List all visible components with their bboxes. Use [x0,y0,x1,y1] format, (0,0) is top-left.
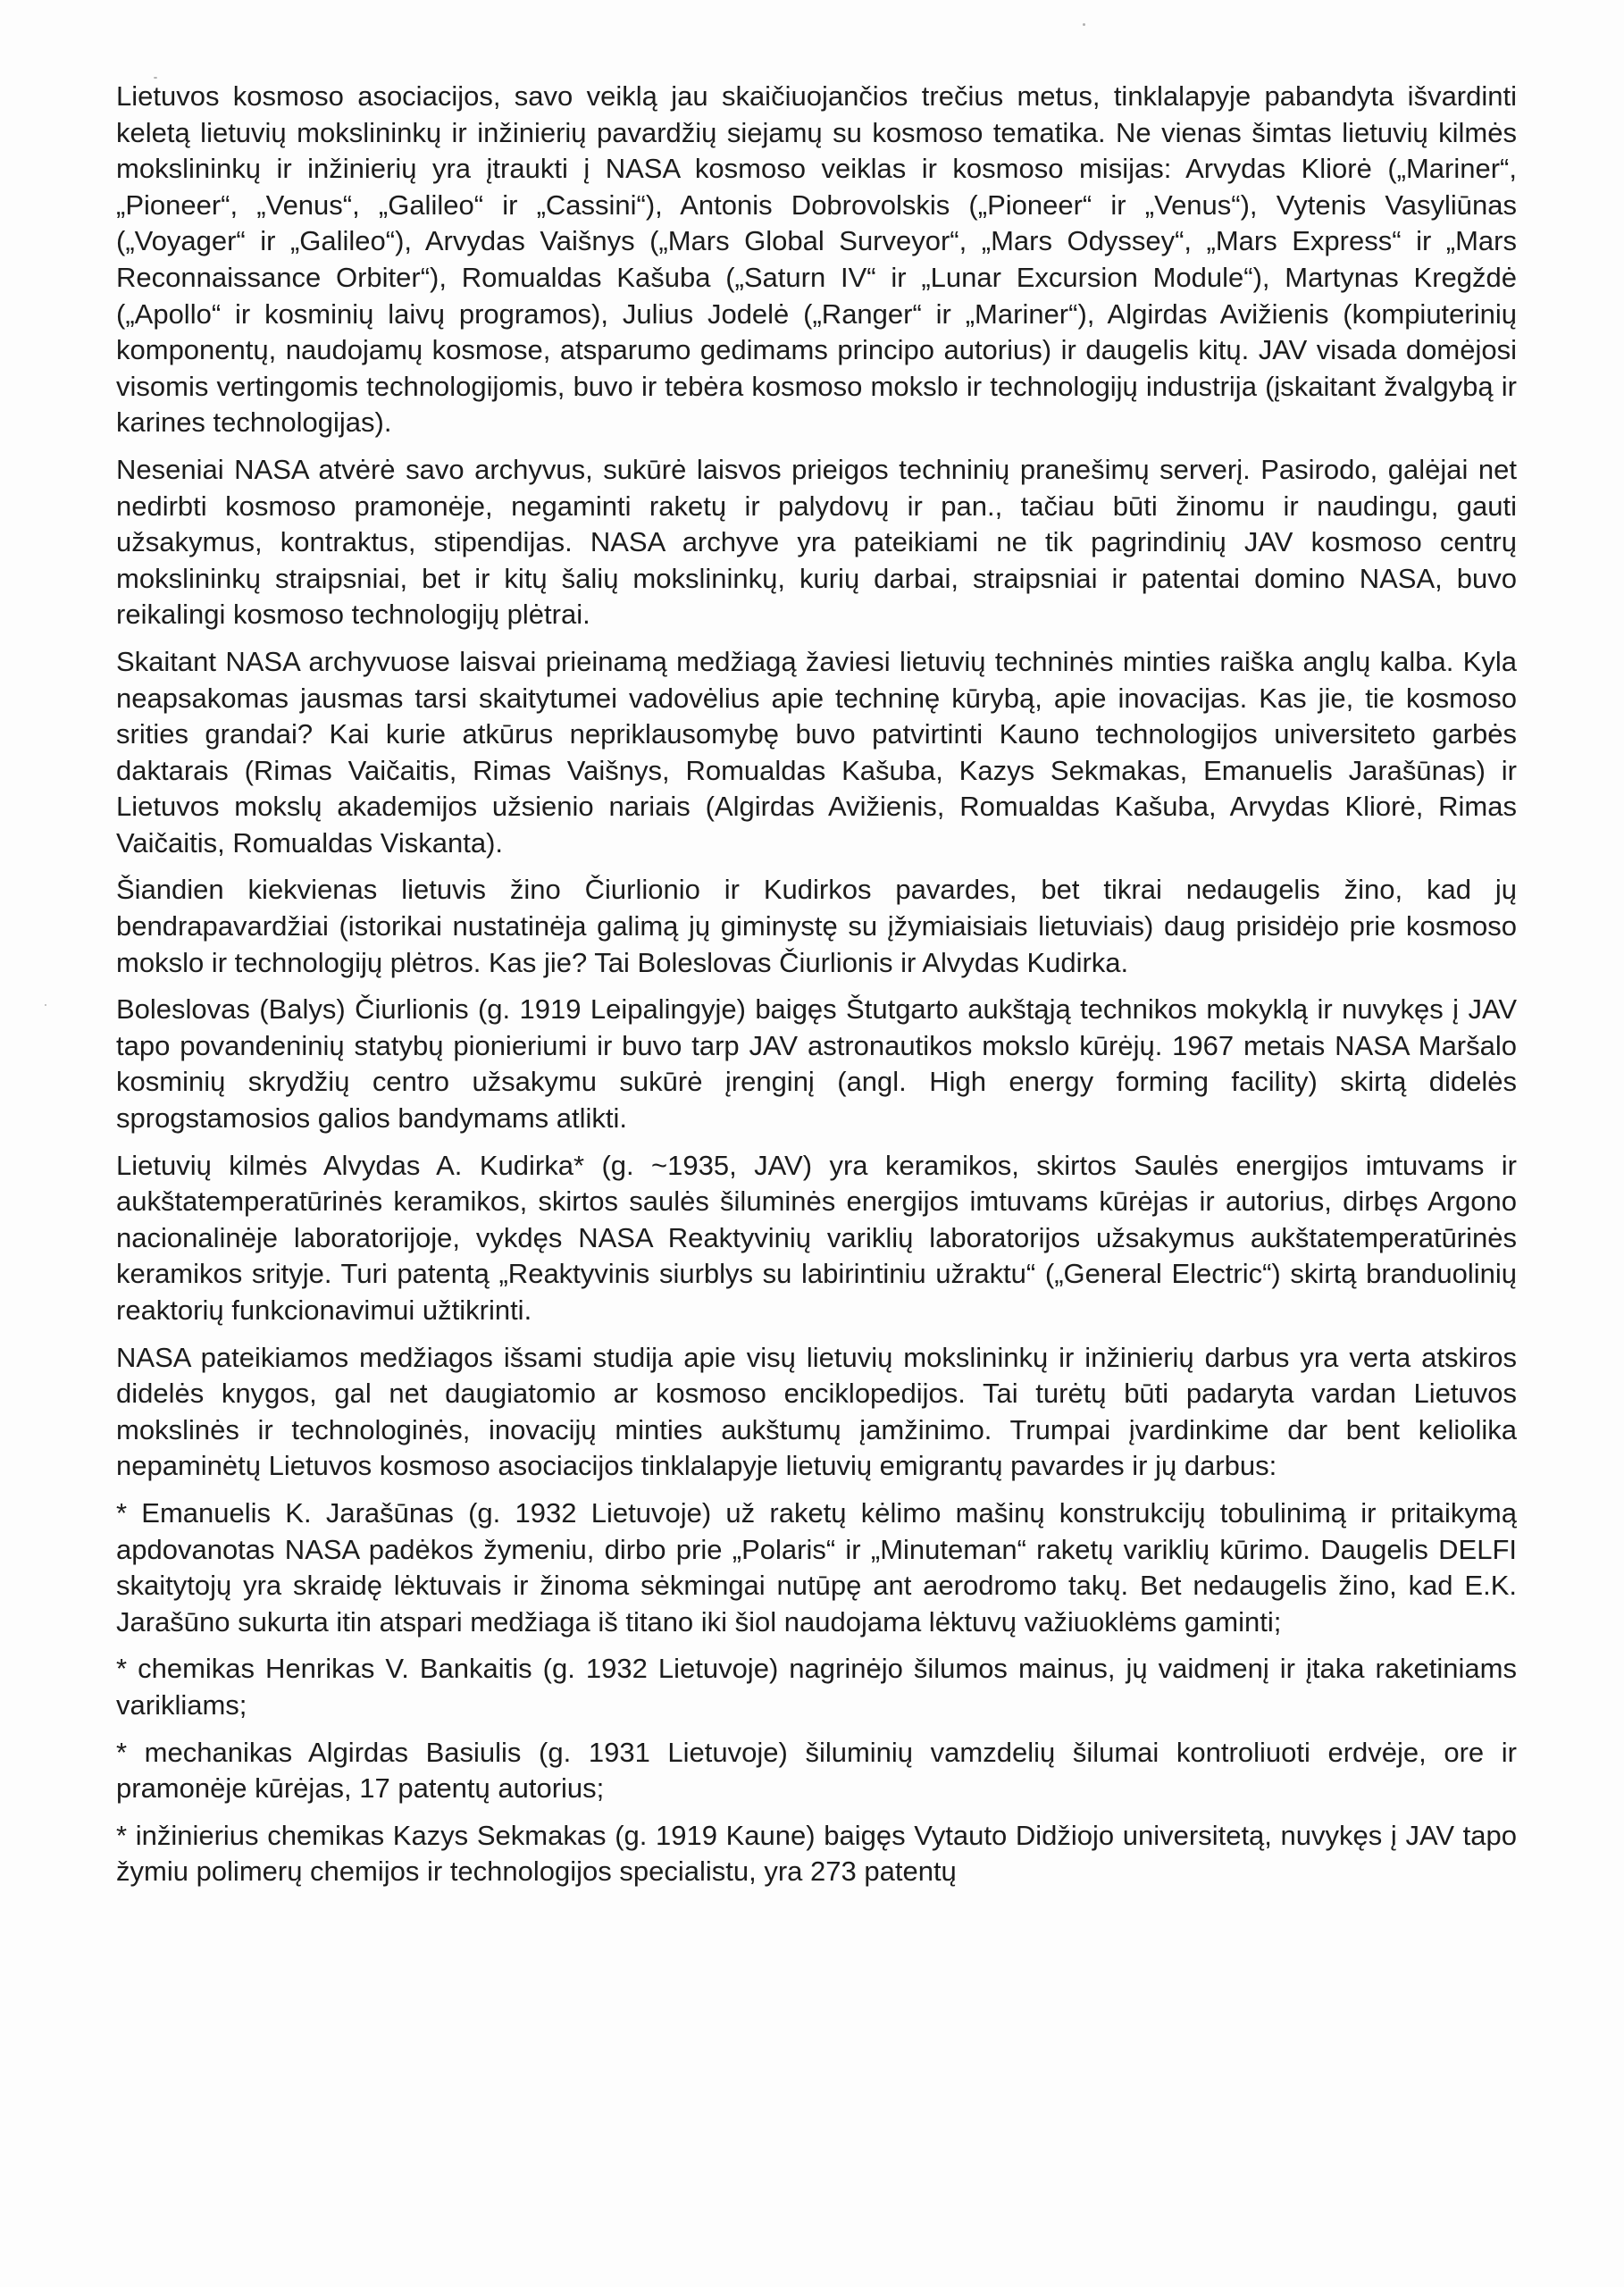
paragraph-boleslovas-ciurlionis: Boleslovas (Balys) Čiurlionis (g. 1919 Leipalingyje) baigęs Štutgarto aukštąją technikos mokyklą ir nuvykęs į JAV tapo povandeninių statybų pionieriumi ir buvo tarp JAV astronautikos mokslo kūrėjų. 1967 metais NASA Maršalo kosminių skrydžių centro užsakymu sukūrė įrenginį (angl. High energy forming facility) skirtą didelės sprogstamosios galios bandymams atlikti. [116,993,1517,1135]
paragraph-nasa-study: NASA pateikiamos medžiagos išsami studija apie visų lietuvių mokslininkų ir inžinierių darbus yra verta atskiros didelės knygos, gal net daugiatomio ar kosmoso enciklopedijos. Tai turėtų būti padaryta vardan Lietuvos mokslinės ir technologinės, inovacijų minties aukštumų įamžinimo. Trumpai įvardinkime dar bent keliolika nepaminėtų Lietuvos kosmoso asociacijos tinklalapyje lietuvių emigrantų pavardes ir jų darbus: [116,1341,1517,1482]
scan-speck [45,1004,46,1006]
paragraph-reading-archives: Skaitant NASA archyvuose laisvai prieinamą medžiagą žaviesi lietuvių techninės minties raiška anglų kalba. Kyla neapsakomas jausmas tarsi skaitytumei vadovėlius apie techninę kūrybą, apie inovacijas. Kas jie, tie kosmoso srities grandai? Kai kurie atkūrus nepriklausomybę buvo patvirtinti Kauno technologijos universiteto garbės daktarais (Rimas Vaičaitis, Rimas Vaišnys, Romualdas Kašuba, Kazys Sekmakas, Emanuelis Jarašūnas) ir Lietuvos mokslų akademijos užsienio nariais (Algirdas Avižienis, Romualdas Kašuba, Arvydas Kliorė, Rimas Vaičaitis, Romualdas Viskanta). [116,645,1517,859]
list-item-sekmakas: * inžinierius chemikas Kazys Sekmakas (g. 1919 Kaune) baigęs Vytauto Didžiojo universitetą, nuvykęs į JAV tapo žymiu polimerų chemijos ir technologijos specialistu, yra 273 patentų [116,1819,1517,1888]
list-item-bankaitis: * chemikas Henrikas V. Bankaitis (g. 1932 Lietuvoje) nagrinėjo šilumos mainus, jų vaidmenį ir įtaka raketiniams varikliams; [116,1653,1517,1721]
paragraph-alvydas-kudirka: Lietuvių kilmės Alvydas A. Kudirka* (g. ~1935, JAV) yra keramikos, skirtos Saulės energijos imtuvams ir aukštatemperatūrinės keramikos, skirtos saulės šiluminės energijos imtuvams kūrėjas ir autorius, dirbęs Argono nacionalinėje laboratorijoje, vykdęs NASA Reaktyvinių variklių laboratorijos užsakymus aukštatemperatūrinės keramikos srityje. Turi patentą „Reaktyvinis siurblys su labirintiniu užraktu“ („General Electric“) skirtą branduolinių reaktorių funkcionavimui užtikrinti. [116,1149,1517,1326]
document-body [116,79,1517,1901]
scan-speck [1083,23,1085,26]
paragraph-ciurlionis-kudirka: Šiandien kiekvienas lietuvis žino Čiurlionio ir Kudirkos pavardes, bet tikrai nedaugelis žino, kad jų bendrapavardžiai (istorikai nustatinėja galimą jų giminystę su įžymiaisiais lietuviais) daug prisidėjo prie kosmoso mokslo ir technologijų plėtros. Kas jie? Tai Boleslovas Čiurlionis ir Alvydas Kudirka. [116,874,1517,978]
paragraph-nasa-archives: Neseniai NASA atvėrė savo archyvus, sukūrė laisvos prieigos techninių pranešimų serverį. Pasirodo, galėjai net nedirbti kosmoso pramonėje, negaminti raketų ir palydovų ir pan., tačiau būti žinomu ir naudingu, gauti užsakymus, kontraktus, stipendijas. NASA archyve yra pateikiami ne tik pagrindinių JAV kosmoso centrų mokslininkų straipsniai, bet ir kitų šalių mokslininkų, kurių darbai, straipsniai ir patentai domino NASA, buvo reikalingi kosmoso technologijų plėtrai. [116,453,1517,631]
list-item-jarasunas: * Emanuelis K. Jarašūnas (g. 1932 Lietuvoje) už raketų kėlimo mašinų konstrukcijų tobulinimą ir pritaikymą apdovanotas NASA padėkos žymeniu, dirbo prie „Polaris“ ir „Minuteman“ raketų variklių kūrimo. Daugelis DELFI skaitytojų yra skraidę lėktuvais ir žinoma sėkmingai nutūpę ant aerodromo takų. Bet nedaugelis žino, kad E.K. Jarašūno sukurta itin atspari medžiaga iš titano iki šiol naudojama lėktuvų važiuoklėms gaminti; [116,1496,1517,1638]
list-item-basiulis: * mechanikas Algirdas Basiulis (g. 1931 Lietuvoje) šiluminių vamzdelių šilumai kontroliuoti erdvėje, ore ir pramonėje kūrėjas, 17 patentų autorius; [116,1736,1517,1805]
paragraph-intro: Lietuvos kosmoso asociacijos, savo veiklą jau skaičiuojančios trečius metus, tinklalapyje pabandyta išvardinti keletą lietuvių mokslininkų ir inžinierių pavardžių siejamų su kosmoso tematika. Ne vienas šimtas lietuvių kilmės mokslininkų ir inžinierių yra įtraukti į NASA kosmoso veiklas ir kosmoso misijas: Arvydas Kliorė („Mariner“, „Pioneer“, „Venus“, „Galileo“ ir „Cassini“), Antonis Dobrovolskis („Pioneer“ ir „Venus“), Vytenis Vasyliūnas („Voyager“ ir „Galileo“), Arvydas Vaišnys („Mars Global Surveyor“, „Mars Odyssey“, „Mars Express“ ir „Mars Reconnaissance Orbiter“), Romualdas Kašuba („Saturn IV“ ir „Lunar Excursion Module“), Martynas Kregždė („Apollo“ ir kosminių laivų programos), Julius Jodelė („Ranger“ ir „Mariner“), Algirdas Avižienis (kompiuterinių komponentų, naudojamų kosmose, atsparumo gedimams principo autorius) ir daugelis kitų. JAV visada domėjosi visomis vertingomis technologijomis, buvo ir tebėra kosmoso mokslo ir technologijų industrija (įskaitant žvalgybą ir karines technologijas). [116,80,1517,439]
